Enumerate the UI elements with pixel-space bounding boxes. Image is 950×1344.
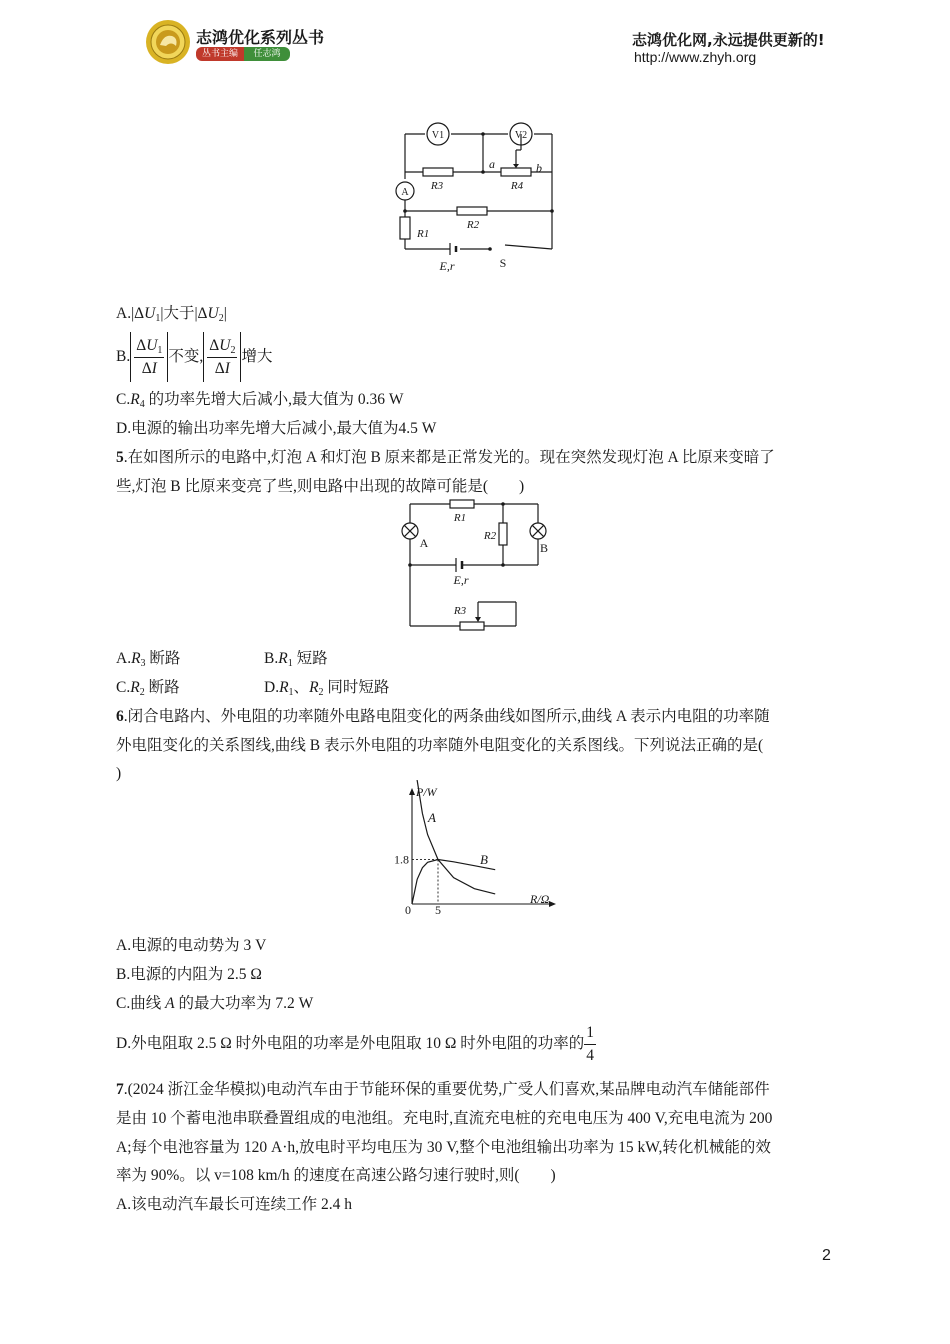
q6-option-d bbox=[116, 1022, 596, 1066]
q4-option-d: D.电源的输出功率先增大后减小,最大值为4.5 W bbox=[116, 420, 437, 437]
q6-option-d-numerator: 1 bbox=[584, 1022, 596, 1045]
power-resistance-chart bbox=[380, 780, 570, 915]
q7-stem-line-3: A;每个电池容量为 120 A·h,放电时平均电压为 30 V,整个电池组输出功率为 15 kW,转化机械能的效 bbox=[116, 1139, 771, 1156]
circuit2-label-lamp-a: A bbox=[419, 536, 429, 550]
circuit-diagram-2 bbox=[396, 494, 558, 632]
q5-option-d: $D.R_1$、$R_2$ 同时短路 bbox=[264, 679, 390, 698]
editor-badge bbox=[196, 47, 292, 61]
q6-option-b: B.电源的内阻为 2.5 Ω bbox=[116, 966, 262, 983]
q5-number: 5 bbox=[116, 449, 124, 466]
q7-stem-line-1 bbox=[116, 1080, 770, 1100]
x-axis-label: R/Ω bbox=[530, 892, 550, 906]
circuit2-label-r1: R1 bbox=[453, 512, 467, 524]
q6-stem-line-2: 外电阻变化的关系图线,曲线 B 表示外电阻的功率随外电阻变化的关系图线。下列说法正确的是( bbox=[116, 737, 764, 754]
logo-emblem bbox=[145, 19, 191, 65]
circuit1-label-r2: R2 bbox=[466, 219, 480, 231]
q5-option-a: $A.R_3$ 断路 bbox=[116, 650, 181, 669]
y-tick-label-1-8: 1.8 bbox=[394, 852, 409, 867]
circuit1-label-r1: R1 bbox=[417, 228, 430, 240]
circuit2-label-r2: R2 bbox=[483, 530, 497, 542]
series-label-b: B bbox=[480, 852, 488, 867]
series-title: 志鸿优化系列丛书 bbox=[196, 28, 325, 47]
circuit1-label-b: b bbox=[536, 161, 542, 175]
x-axis-arrow bbox=[549, 901, 556, 907]
circuit1-label-v2: V2 bbox=[514, 130, 528, 141]
q6-number: 6 bbox=[116, 708, 124, 725]
circuit1-label-r3: R3 bbox=[430, 180, 444, 192]
circuit1-label-a: a bbox=[489, 157, 495, 171]
x-tick-label-0: 0 bbox=[405, 903, 411, 915]
q4-option-c: $C.R_4$ 的功率先增大后减小,最大值为 0.36 W bbox=[116, 391, 404, 410]
circuit1-label-s: S bbox=[499, 256, 507, 270]
q6-option-a: A.电源的电动势为 3 V bbox=[116, 937, 267, 954]
header bbox=[0, 0, 950, 80]
q6-stem-line-1 bbox=[116, 707, 770, 727]
q6-stem-text-1: .闭合电路内、外电阻的功率随外电路电阻变化的两条曲线如图所示,曲线 A 表示内电阻的功率随 bbox=[123, 708, 770, 725]
q4-option-a: $A.|\Delta U_1|$大于$|\Delta U_2|$ bbox=[116, 305, 227, 324]
q6-option-d-fraction bbox=[584, 1022, 596, 1067]
circuit1-label-er: E,r bbox=[439, 259, 455, 273]
header-url[interactable]: http://www.zhyh.org bbox=[634, 49, 757, 65]
q7-stem-text-1: .(2024 浙江金华模拟)电动汽车由于节能环保的重要优势,广受人们喜欢,某品牌电动汽车储能部件 bbox=[123, 1081, 770, 1098]
editor-name: 任志鸿 bbox=[244, 47, 290, 61]
q7-option-a: A.该电动汽车最长可连续工作 2.4 h bbox=[116, 1196, 352, 1213]
q6-option-c: C.曲线 A 的最大功率为 7.2 W bbox=[116, 995, 314, 1012]
q5-stem-text-1: .在如图所示的电路中,灯泡 A 和灯泡 B 原来都是正常发光的。现在突然发现灯泡 A 比原来变暗了 bbox=[123, 449, 775, 466]
q4-option-b: B. $\frac{\Delta U_1}{\Delta I}$ 不变, $\frac{\Delta U_2}{\Delta I}$ 增大 bbox=[116, 332, 272, 382]
circuit2-label-er: E,r bbox=[453, 573, 469, 587]
q6-option-d-text: D.外电阻取 2.5 Ω 时外电阻的功率是外电阻取 10 Ω 时外电阻的功率的 bbox=[116, 1035, 585, 1053]
q7-number: 7 bbox=[116, 1081, 124, 1098]
q6-option-d-denominator: 4 bbox=[586, 1047, 594, 1064]
editor-label: 丛书主编 bbox=[196, 47, 244, 61]
circuit-diagram-1 bbox=[385, 122, 565, 280]
circuit2-label-r3: R3 bbox=[453, 605, 467, 617]
circuit1-label-ammeter: A bbox=[401, 187, 409, 198]
q5-stem-line-1 bbox=[116, 448, 775, 468]
x-tick-label-5: 5 bbox=[435, 903, 441, 915]
page-number: 2 bbox=[822, 1247, 831, 1264]
q6-stem-line-3: ) bbox=[116, 765, 122, 782]
q7-stem-line-2: 是由 10 个蓄电池串联叠置组成的电池组。充电时,直流充电桩的充电电压为 400 V,充电电流为 200 bbox=[116, 1110, 773, 1127]
circuit2-label-lamp-b: B bbox=[539, 541, 549, 555]
y-axis-arrow bbox=[409, 788, 415, 795]
y-axis-label: P/W bbox=[416, 785, 437, 799]
q5-stem-line-2: 些,灯泡 B 比原来变亮了些,则电路中出现的故障可能是( ) bbox=[116, 478, 525, 495]
q5-option-b: $B.R_1$ 短路 bbox=[264, 650, 328, 669]
series-label-a: A bbox=[428, 810, 436, 825]
header-slogan: 志鸿优化网,永远提供更新的! bbox=[632, 31, 825, 49]
circuit1-label-v1: V1 bbox=[431, 130, 445, 141]
q7-stem-line-4: 率为 90%。以 v=108 km/h 的速度在高速公路匀速行驶时,则( ) bbox=[116, 1167, 556, 1184]
circuit1-label-r4: R4 bbox=[510, 180, 524, 192]
q5-option-c: $C.R_2$ 断路 bbox=[116, 679, 180, 698]
